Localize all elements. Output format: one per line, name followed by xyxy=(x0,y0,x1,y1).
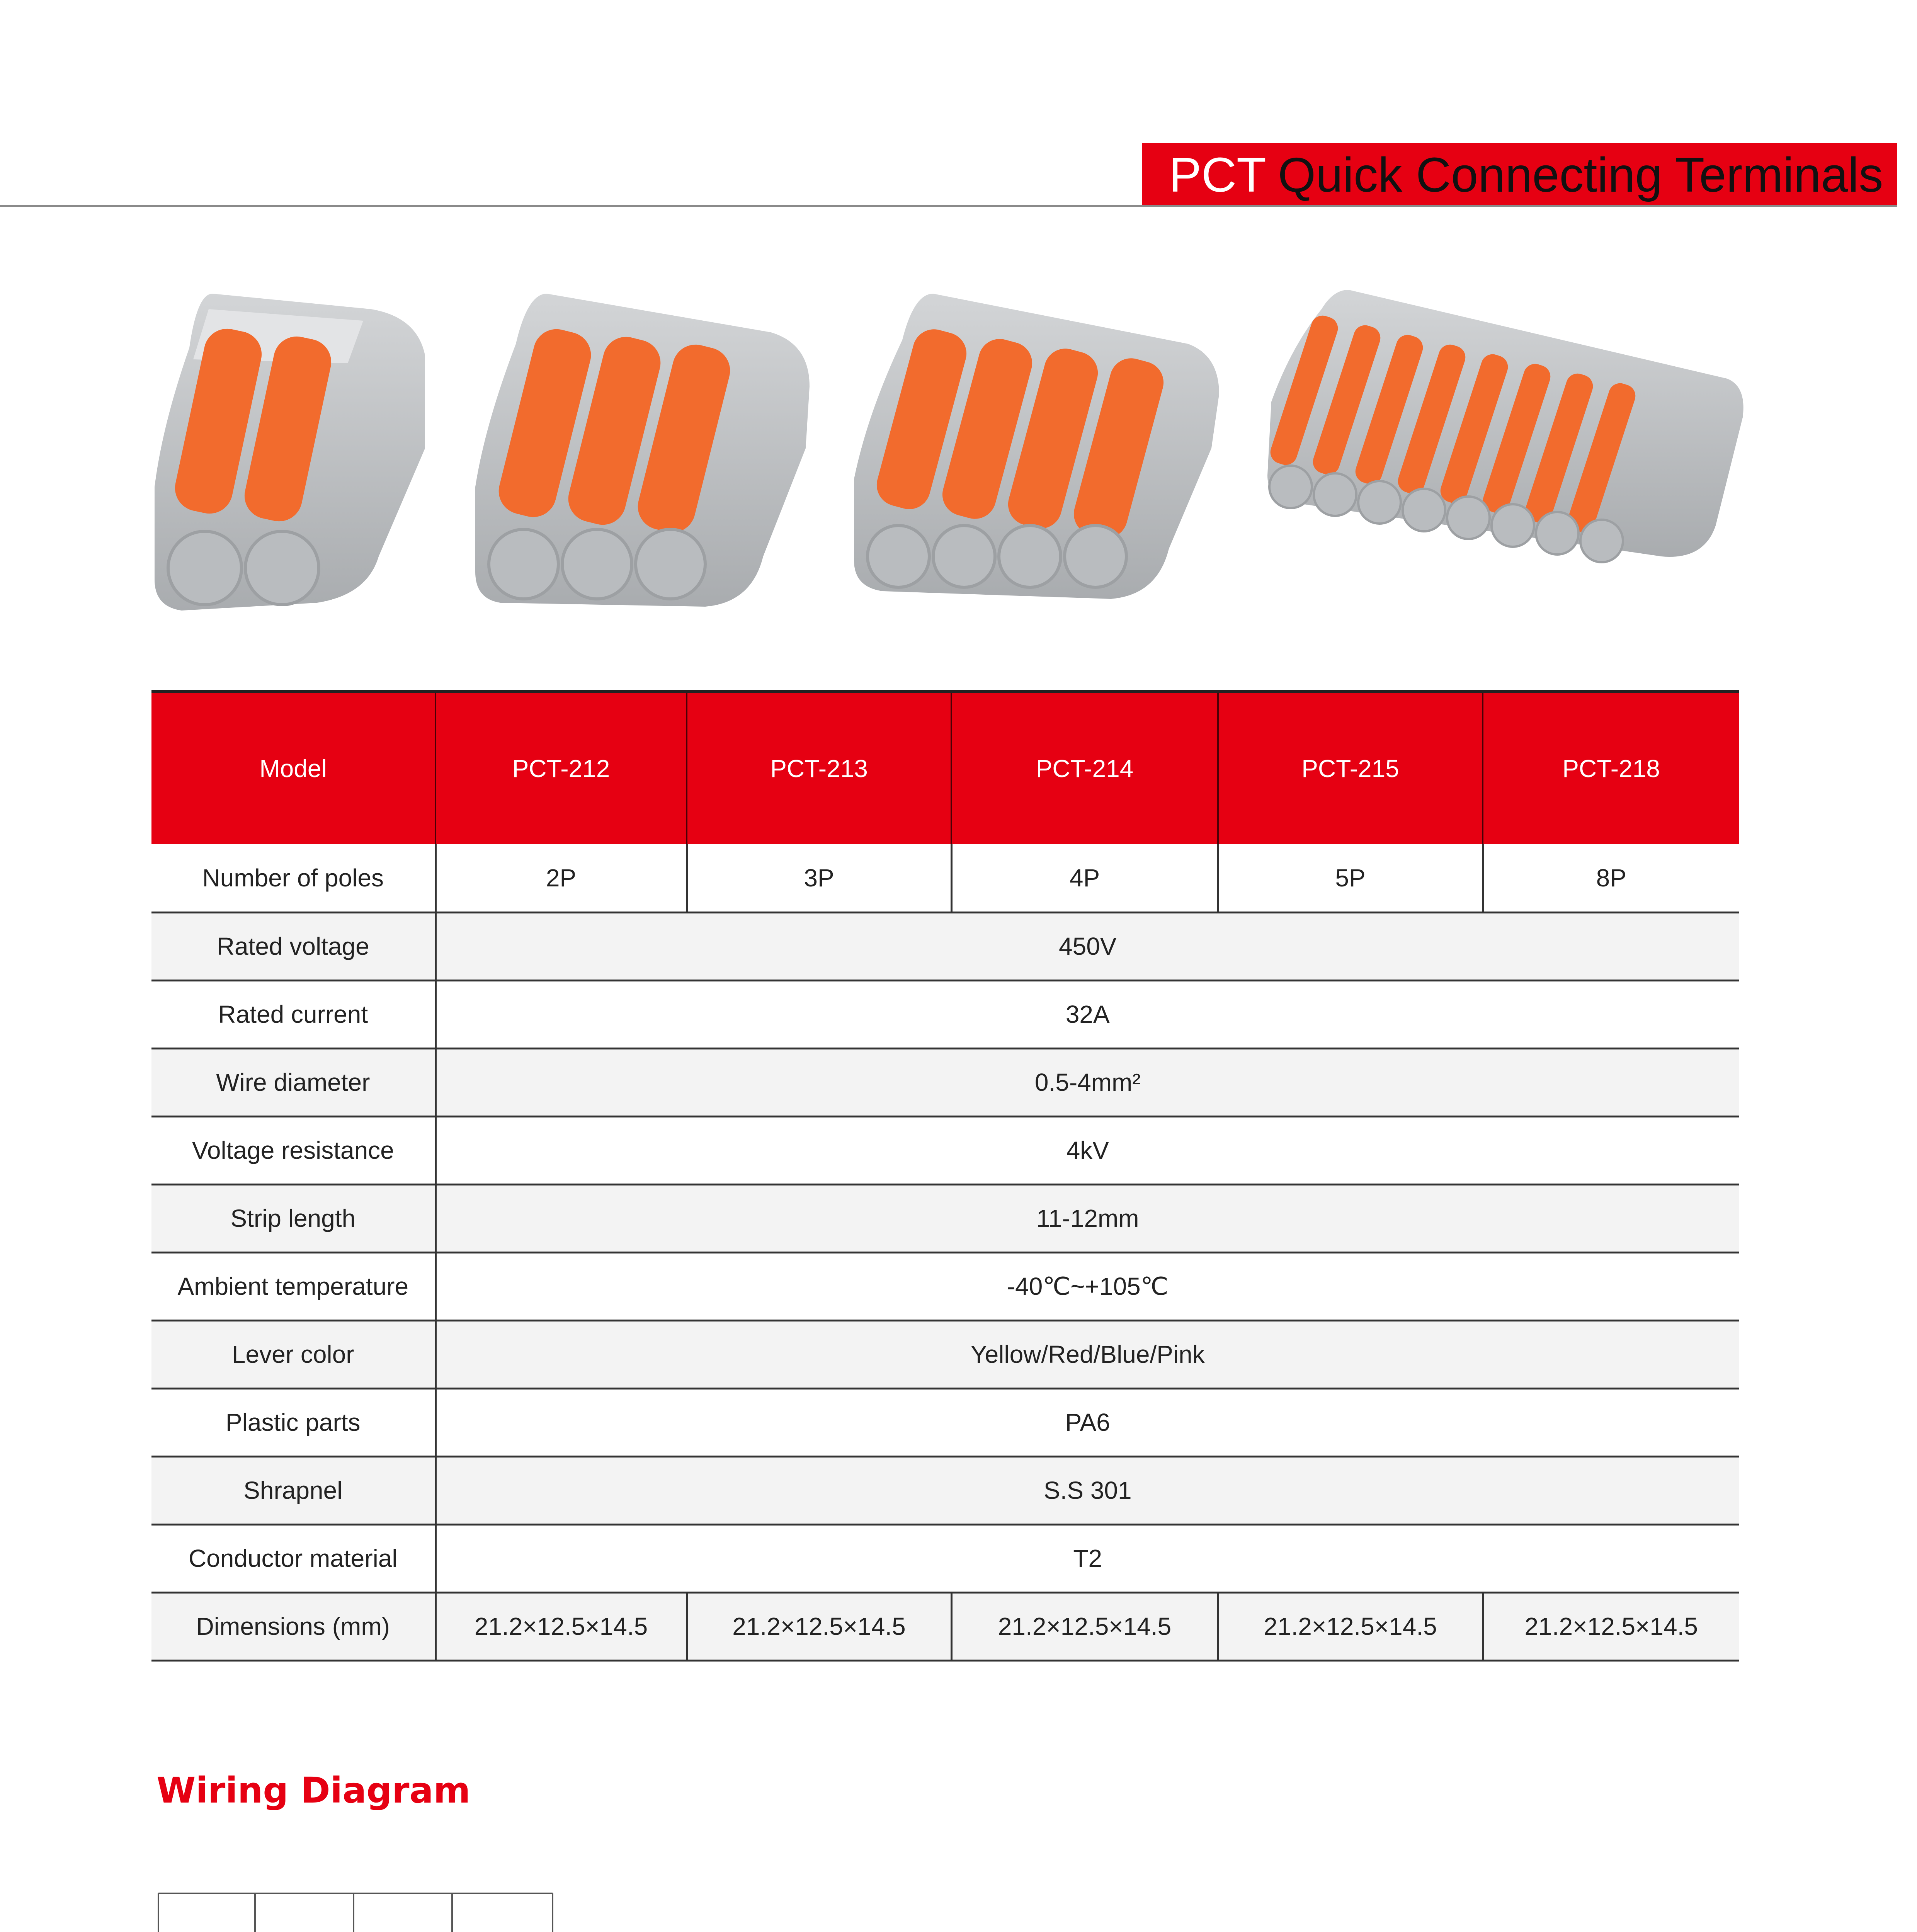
table-cell: 3P xyxy=(687,844,951,912)
header-cell: Model xyxy=(151,691,435,844)
table-cell: 21.2×12.5×14.5 xyxy=(1218,1592,1483,1660)
product-image-pct-218 xyxy=(1260,286,1750,626)
table-row xyxy=(151,1116,1739,1184)
row-label: Rated current xyxy=(151,980,435,1048)
table-cell: 32A xyxy=(435,980,1739,1048)
table-cell: 4kV xyxy=(435,1116,1739,1184)
table-cell: 450V xyxy=(435,912,1739,980)
table-row xyxy=(151,1388,1739,1456)
table-row xyxy=(151,912,1739,980)
header-cell: PCT-214 xyxy=(951,691,1218,844)
header-divider xyxy=(0,205,1897,207)
row-label: Dimensions (mm) xyxy=(151,1592,435,1660)
wiring-diagram-heading: Wiring Diagram xyxy=(156,1770,471,1811)
table-header-row xyxy=(151,691,1739,844)
header-cell: PCT-213 xyxy=(687,691,951,844)
header-cell: PCT-215 xyxy=(1218,691,1483,844)
product-image-pct-214 xyxy=(848,286,1227,626)
table-cell: 5P xyxy=(1218,844,1483,912)
table-cell: 4P xyxy=(951,844,1218,912)
page-title: Quick Connecting Terminals xyxy=(1278,148,1883,202)
row-label: Rated voltage xyxy=(151,912,435,980)
row-label: Shrapnel xyxy=(151,1456,435,1524)
table-row xyxy=(151,844,1739,912)
table-cell: 21.2×12.5×14.5 xyxy=(1483,1592,1739,1660)
product-image-pct-213 xyxy=(469,286,817,626)
spec-table xyxy=(151,690,1739,1662)
table-cell: 8P xyxy=(1483,844,1739,912)
table-cell: PA6 xyxy=(435,1388,1739,1456)
table-row xyxy=(151,1592,1739,1660)
table-row xyxy=(151,1048,1739,1116)
table-row xyxy=(151,1456,1739,1524)
table-cell: -40℃~+105℃ xyxy=(435,1252,1739,1320)
table-cell: 21.2×12.5×14.5 xyxy=(951,1592,1218,1660)
table-cell: 0.5-4mm² xyxy=(435,1048,1739,1116)
header-cell: PCT-218 xyxy=(1483,691,1739,844)
page-title-band xyxy=(1142,143,1897,207)
table-cell: 21.2×12.5×14.5 xyxy=(435,1592,687,1660)
row-label: Voltage resistance xyxy=(151,1116,435,1184)
row-label: Wire diameter xyxy=(151,1048,435,1116)
table-row xyxy=(151,1320,1739,1388)
product-image-pct-212 xyxy=(147,286,441,626)
table-cell: 11-12mm xyxy=(435,1184,1739,1252)
row-label: Lever color xyxy=(151,1320,435,1388)
table-cell: 2P xyxy=(435,844,687,912)
table-cell: T2 xyxy=(435,1524,1739,1592)
row-label: Conductor material xyxy=(151,1524,435,1592)
brand-label: PCT xyxy=(1169,148,1266,202)
table-row xyxy=(151,1524,1739,1592)
table-cell: S.S 301 xyxy=(435,1456,1739,1524)
table-row xyxy=(151,1184,1739,1252)
wiring-diagram xyxy=(143,1886,587,1932)
table-row xyxy=(151,1252,1739,1320)
table-row xyxy=(151,980,1739,1048)
row-label: Strip length xyxy=(151,1184,435,1252)
table-cell: Yellow/Red/Blue/Pink xyxy=(435,1320,1739,1388)
row-label: Plastic parts xyxy=(151,1388,435,1456)
header-cell: PCT-212 xyxy=(435,691,687,844)
row-label: Number of poles xyxy=(151,844,435,912)
row-label: Ambient temperature xyxy=(151,1252,435,1320)
table-cell: 21.2×12.5×14.5 xyxy=(687,1592,951,1660)
